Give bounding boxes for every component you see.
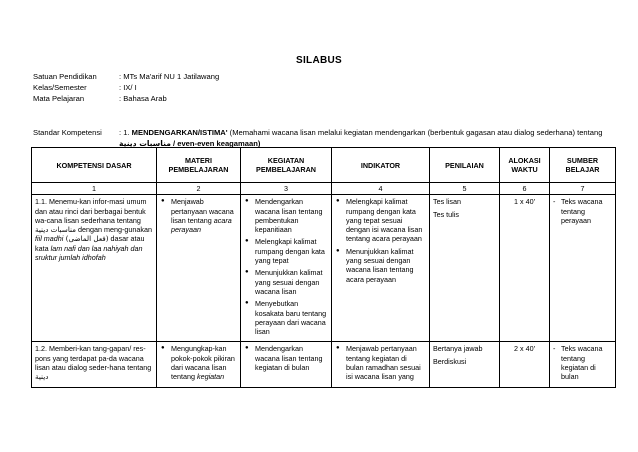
sumber-cell: - Teks wacana tentang kegiatan di bulan	[550, 342, 616, 387]
table-row	[32, 195, 616, 342]
meta-value: : MTs Ma'arif NU 1 Jatilawang	[119, 72, 220, 81]
list-item: ● Mendengarkan wacana lisan tentang pembentukan kepanitiaan	[255, 197, 328, 234]
column-number: 3	[241, 183, 332, 195]
table-header-row	[32, 148, 616, 183]
list-item: ● Menjawab pertanyaan tentang kegiatan di bulan ramadhan sesuai isi wacana lisan yang	[346, 344, 426, 381]
kd-cell: 1.2. Memberi-kan tang-gapan/ res-pons yang terdapat pa-da wacana lisan atau dialog seder-hana tentang دينية	[32, 342, 157, 387]
list-item: ● Melengkapi kalimat rumpang dengan kata yang tepat sesuai dengan isi wacana lisan tentang acara perayaan	[346, 197, 426, 243]
header-kd: KOMPETENSI DASAR	[32, 148, 157, 183]
materi-cell: ● Mengungkap-kan pokok-pokok pikiran dari wacana lisan tentang kegiatan	[157, 342, 241, 387]
alokasi-cell: 1 x 40'	[500, 195, 550, 342]
kegiatan-cell	[241, 342, 332, 387]
list-item: ● Mendengarkan wacana lisan tentang kegiatan di bulan	[255, 344, 328, 372]
meta-label: Satuan Pendidikan	[33, 72, 97, 81]
meta-label: Mata Pelajaran	[33, 94, 85, 103]
penilaian-cell: Bertanya jawab Berdiskusi	[430, 342, 500, 387]
kd-cell: 1.1. Menemu-kan infor-masi umum dan atau rinci dari berbagai bentuk wa-cana lisan sederhana tentang مناسبات دينية dengan meng-gunakan fiil madhi (فعل الماضى) dasar atau kata lam nafi dan laa nahiyah dan sruktur jumlah idhofah	[32, 195, 157, 342]
meta-row-class	[33, 83, 137, 94]
meta-value: : Bahasa Arab	[119, 94, 167, 103]
column-number: 4	[332, 183, 430, 195]
header-alokasi: ALOKASI WAKTU	[500, 148, 550, 183]
standard-value: : 1. MENDENGARKAN/ISTIMA' (Memahami wacana lisan melalui kegiatan mendengarkan (berbentuk gagasan atau dialog sederhana) tentang مناسبات دينية / even-even keagamaan)	[119, 128, 603, 148]
header-kegiatan: KEGIATAN PEMBELAJARAN	[241, 148, 332, 183]
page-title: SILABUS	[296, 55, 342, 66]
syllabus-table	[31, 147, 616, 388]
indikator-cell	[332, 342, 430, 387]
penilaian-cell: Tes lisan Tes tulis	[430, 195, 500, 342]
column-number-row	[32, 183, 616, 195]
header-sumber: SUMBER BELAJAR	[550, 148, 616, 183]
column-number: 5	[430, 183, 500, 195]
indikator-cell	[332, 195, 430, 342]
competency-standard	[33, 127, 613, 149]
meta-label: Kelas/Semester	[33, 83, 87, 92]
list-item: ● Menyebutkan kosakata baru tentang perayaan dari wacana lisan	[255, 299, 328, 336]
materi-cell: ● Menjawab pertanyaan wacana lisan tentang acara perayaan	[157, 195, 241, 342]
header-penilaian: PENILAIAN	[430, 148, 500, 183]
header-materi: MATERI PEMBELAJARAN	[157, 148, 241, 183]
standard-label: Standar Kompetensi	[33, 128, 102, 137]
column-number: 2	[157, 183, 241, 195]
meta-row-subject	[33, 94, 167, 105]
alokasi-cell: 2 x 40'	[500, 342, 550, 387]
list-item: ● Menunjukkan kalimat yang sesuai dengan wacana lisan tentang acara perayaan	[346, 247, 426, 284]
meta-row-unit	[33, 72, 219, 83]
column-number: 7	[550, 183, 616, 195]
kegiatan-cell	[241, 195, 332, 342]
list-item: ● Menunjukkan kalimat yang sesuai dengan wacana lisan	[255, 268, 328, 296]
column-number: 6	[500, 183, 550, 195]
sumber-cell: - Teks wacana tentang perayaan	[550, 195, 616, 342]
header-indikator: INDIKATOR	[332, 148, 430, 183]
meta-value: : IX/ I	[119, 83, 137, 92]
table-row	[32, 342, 616, 387]
column-number: 1	[32, 183, 157, 195]
list-item: ● Melengkapi kalimat rumpang dengan kata yang tepat	[255, 237, 328, 265]
